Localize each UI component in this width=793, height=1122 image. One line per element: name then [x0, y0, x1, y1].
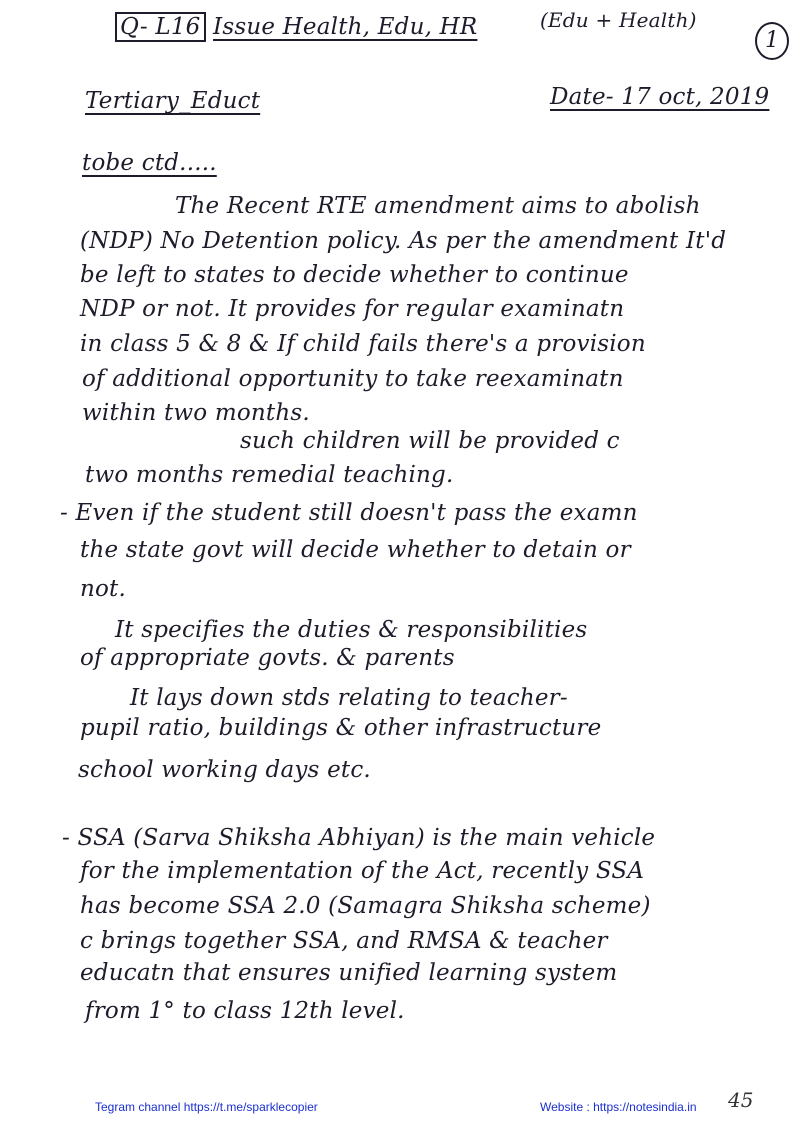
page-circle: 1: [755, 22, 789, 60]
note-line: educatn that ensures unified learning system: [80, 960, 618, 986]
website-link[interactable]: Website : https://notesindia.in: [540, 1100, 697, 1114]
note-line: It lays down stds relating to teacher-: [130, 685, 568, 711]
title-line: [115, 14, 477, 40]
note-line: within two months.: [82, 400, 310, 426]
note-line: the state govt will decide whether to detain or: [80, 537, 631, 563]
title: Issue Health, Edu, HR: [213, 14, 478, 40]
question-code: Q- L16: [115, 12, 206, 42]
note-line: - SSA (Sarva Shiksha Abhiyan) is the main vehicle: [62, 825, 656, 851]
topic: Tertiary_Educt: [85, 88, 261, 114]
date: Date- 17 oct, 2019: [550, 84, 770, 110]
note-line: for the implementation of the Act, recently SSA: [80, 858, 645, 884]
page-number: 45: [728, 1088, 754, 1112]
note-line: (NDP) No Detention policy. As per the amendment It'd: [80, 228, 727, 254]
note-line: in class 5 & 8 & If child fails there's a provision: [80, 331, 646, 357]
note-line: has become SSA 2.0 (Samagra Shiksha scheme): [80, 893, 651, 919]
note-line: school working days etc.: [78, 757, 371, 783]
note-line: such children will be provided c: [240, 428, 620, 454]
note-line: from 1° to class 12th level.: [85, 998, 405, 1024]
note-line: of additional opportunity to take reexaminatn: [82, 366, 624, 392]
note-line: be left to states to decide whether to continue: [80, 262, 629, 288]
note-line: NDP or not. It provides for regular examinatn: [80, 296, 625, 322]
note-line: c brings together SSA, and RMSA & teacher: [80, 928, 608, 954]
note-line: of appropriate govts. & parents: [80, 645, 455, 671]
continued-note: tobe ctd.....: [82, 150, 217, 176]
note-line: The Recent RTE amendment aims to abolish: [175, 193, 701, 219]
note-line: not.: [80, 576, 127, 602]
subtitle: (Edu + Health): [540, 8, 697, 32]
note-line: It specifies the duties & responsibilities: [115, 617, 588, 643]
note-line: pupil ratio, buildings & other infrastructure: [80, 715, 602, 741]
note-line: two months remedial teaching.: [85, 462, 454, 488]
telegram-link[interactable]: Tegram channel https://t.me/sparklecopier: [95, 1100, 318, 1114]
note-line: - Even if the student still doesn't pass the examn: [60, 500, 638, 526]
